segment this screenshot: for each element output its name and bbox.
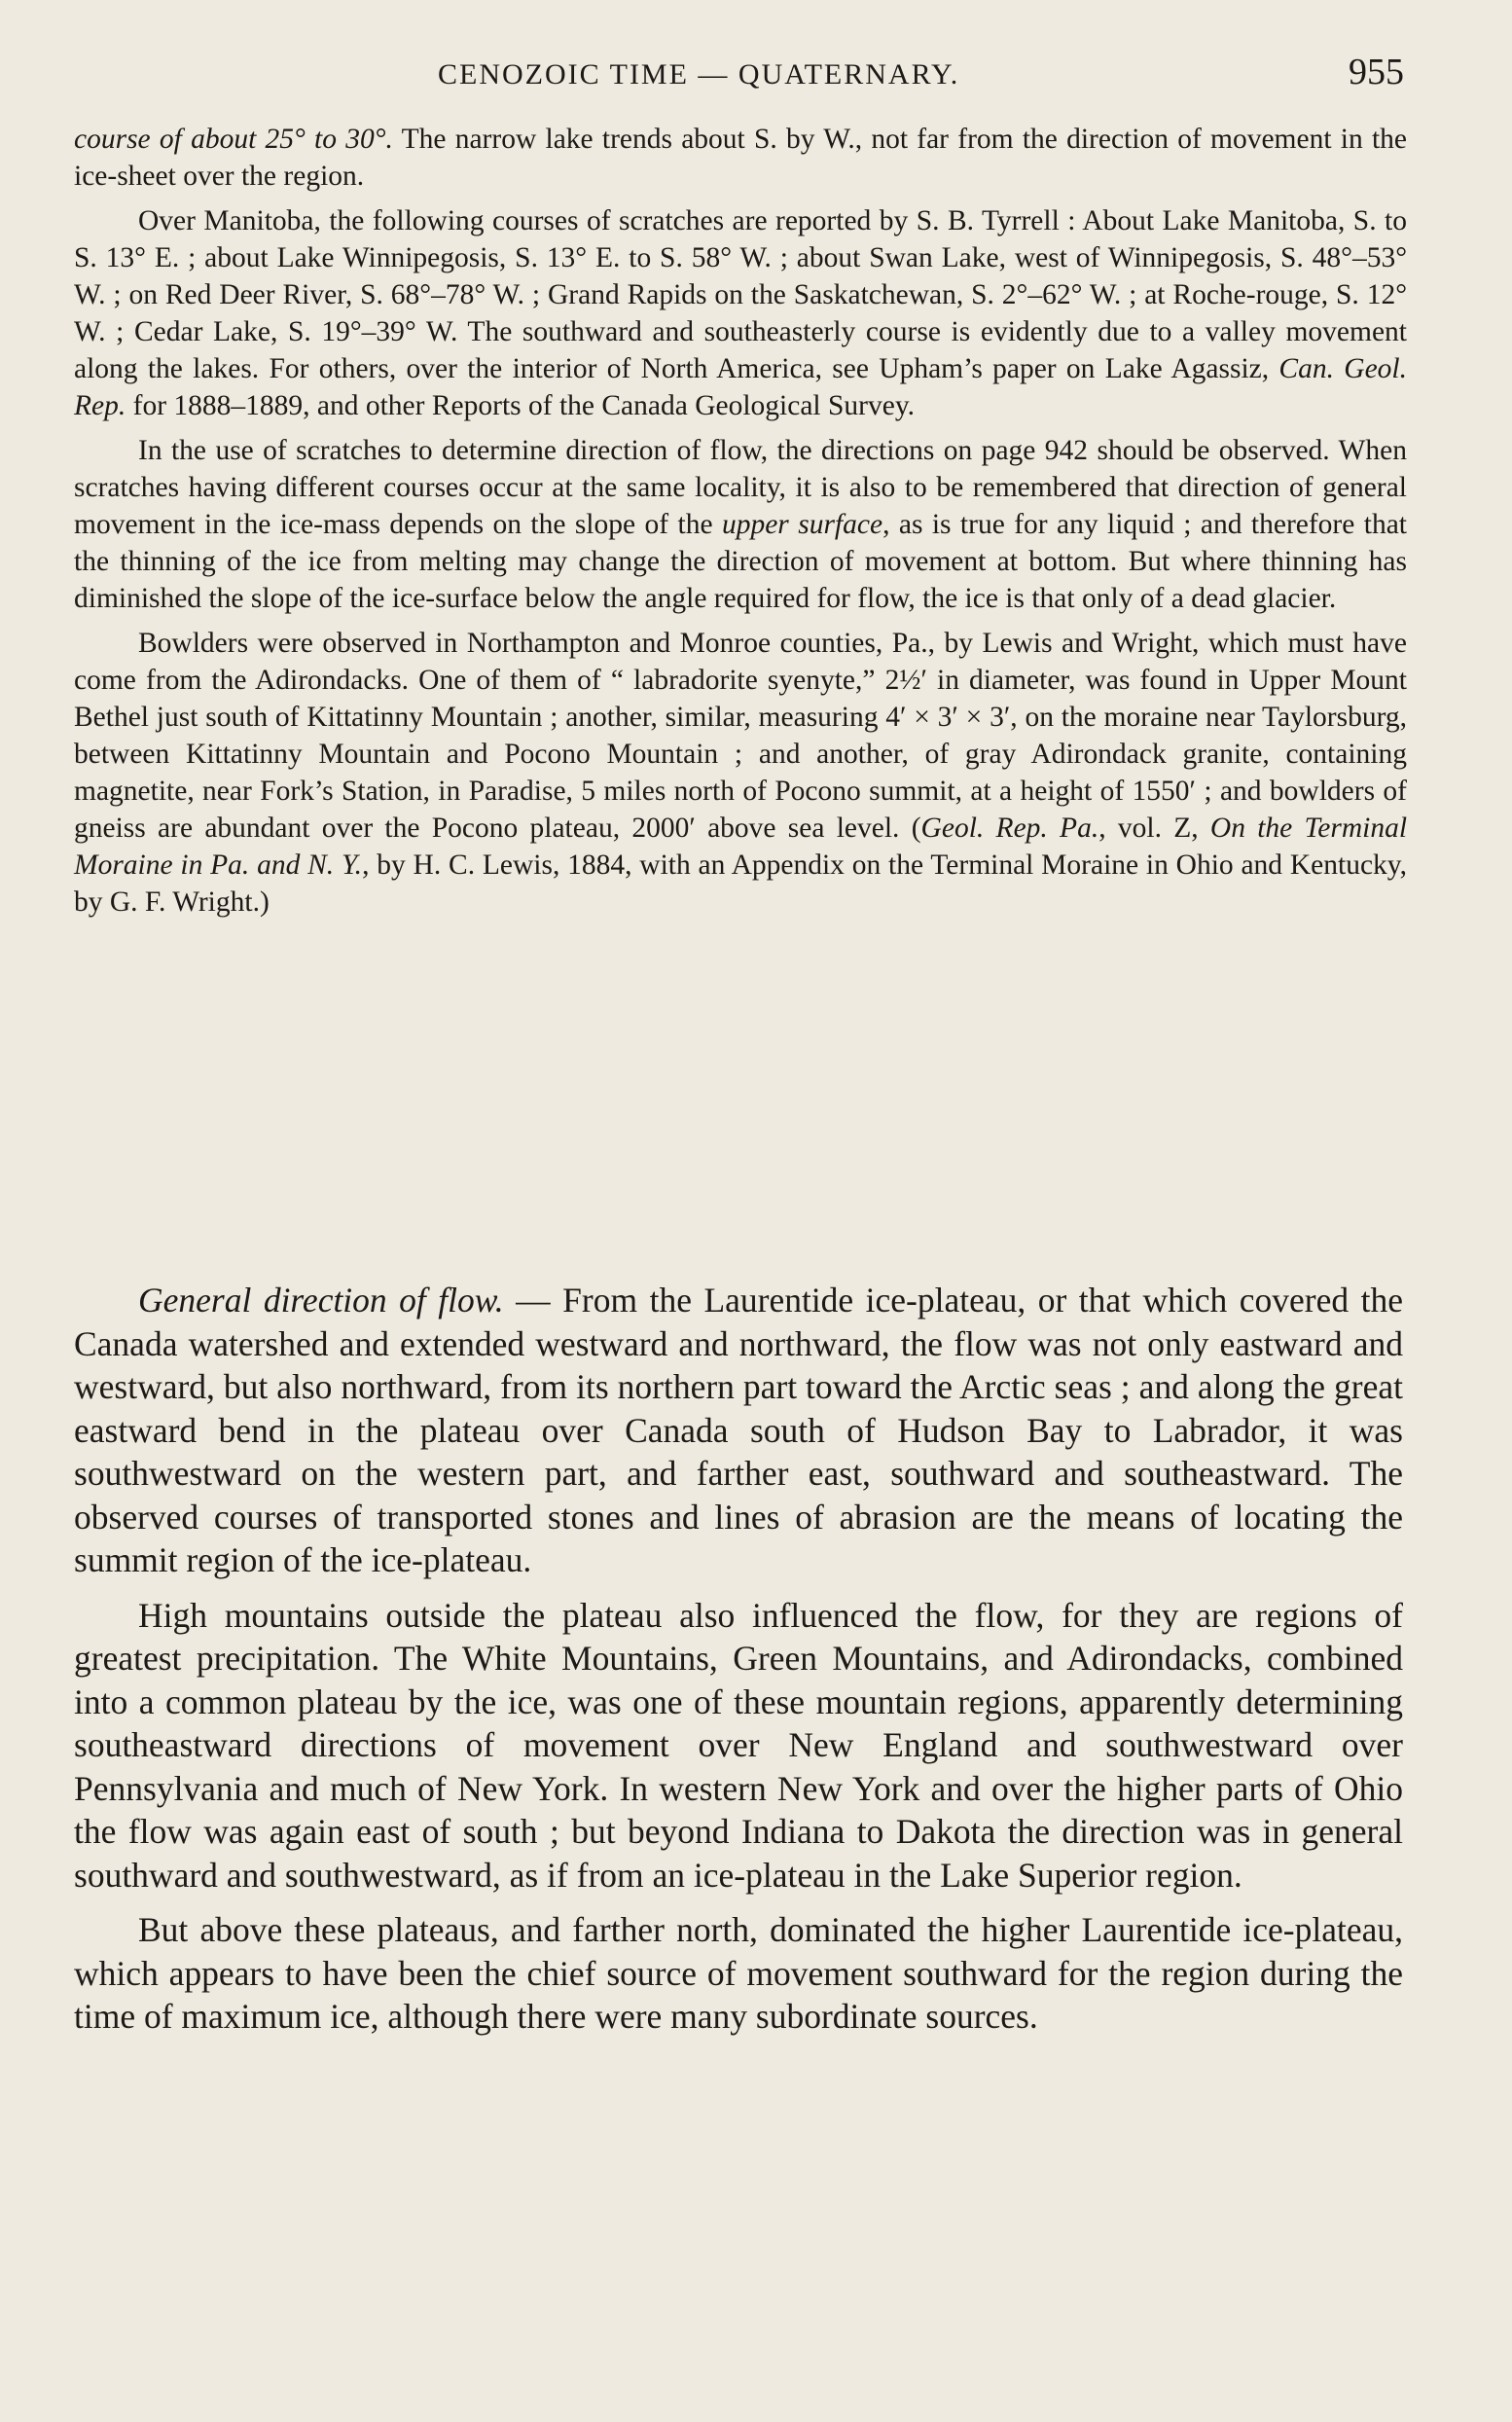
italic-text: On the Terminal Moraine in Pa. and N. Y. [74, 813, 1408, 881]
paragraph-text: Over Manitoba, the following courses of scratches are reported by S. B. Tyrrell : About Lake Manitoba, S. to S. 13° E. ; about Lake Winnipegosis, S. 13° E. to S. 58° W. ; about Swan Lake, west of Winnipegosis, S. 48°–53° W. ; on Red Deer River, S. 68°–78° W. ; Grand Rapids on the Saskatchewan, S. 2°–62° W. ; at Roche-rouge, S. 12° W. ; Cedar Lake, S. 19°–39° W. The southward and southeasterly course is evidently due to a valley movement along the lakes. For others, over the interior of North America, see Upham’s paper on Lake Agassiz, [74, 205, 1407, 384]
paragraph [74, 1594, 1403, 1898]
paragraph [74, 1279, 1403, 1582]
paragraph-text: The narrow lake trends about S. by W., not far from the direction of movement in the ice-sheet over the region. [74, 124, 1407, 192]
italic-text: course of about 25° to 30°. [74, 124, 393, 155]
paragraph [74, 625, 1407, 921]
paragraph-text: for 1888–1889, and other Reports of the Canada Geological Survey. [126, 390, 916, 421]
running-head [0, 51, 1512, 109]
paragraph-text: In the use of scratches to determine direction of flow, the directions on page 942 should be observed. When scratches having different courses occur at the same locality, it is also to be remembered that direction of general movement in the ice-mass depends on the slope of the [74, 435, 1407, 540]
main-text [74, 1279, 1403, 2050]
paragraph-text: , vol. Z, [1098, 813, 1210, 844]
paragraph-text: But above these plateaus, and farther north, dominated the higher Laurentide ice-plateau, which appears to have been the chief source of movement southward for the region during the time of maximum ice, although there were many subordinate sources. [74, 1910, 1403, 2036]
paragraph [74, 202, 1407, 424]
paragraph [74, 121, 1407, 195]
italic-text: Geol. Rep. Pa. [920, 813, 1099, 844]
paragraph [74, 432, 1407, 617]
paragraph-text: Bowlders were observed in Northampton and Monroe counties, Pa., by Lewis and Wright, which must have come from the Adirondacks. One of them of “ labradorite syenyte,” 2½′ in diameter, was found in Upper Mount Bethel just south of Kittatinny Mountain ; another, similar, measuring 4′ × 3′ × 3′, on the moraine near Taylorsburg, between Kittatinny Mountain and Pocono Mountain ; and another, of gray Adirondack granite, containing magnetite, near Fork’s Station, in Paradise, 5 miles north of Pocono summit, at a height of 1550′ ; and bowlders of gneiss are abundant over the Pocono plateau, 2000′ above sea level. ( [74, 628, 1407, 844]
paragraph [74, 1908, 1403, 2039]
small-print-notes [74, 121, 1407, 928]
paragraph-text: , by H. C. Lewis, 1884, with an Appendix on the Terminal Moraine in Ohio and Kentucky, by G. F. Wright.) [74, 850, 1407, 918]
paragraph-text: — From the Laurentide ice-plateau, or that which covered the Canada watershed and extended westward and northward, the flow was not only eastward and westward, but also northward, from its northern part toward the Arctic seas ; and along the great eastward bend in the plateau over Canada south of Hudson Bay to Labrador, it was southwestward on the western part, and farther east, southward and southeastward. The observed courses of transported stones and lines of abrasion are the means of locating the summit region of the ice-plateau. [74, 1281, 1403, 1579]
section-heading: General direction of flow. [138, 1281, 504, 1319]
italic-text: Can. Geol. Rep. [74, 353, 1407, 421]
running-title: CENOZOIC TIME — QUATERNARY. [438, 58, 960, 90]
paragraph-text: High mountains outside the plateau also influenced the flow, for they are regions of greatest precipitation. The White Mountains, Green Mountains, and Adirondacks, combined into a common plateau by the ice, was one of these mountain regions, apparently determining southeastward directions of movement over New England and southwestward over Pennsylvania and much of New York. In western New York and over the higher parts of Ohio the flow was again east of south ; but beyond Indiana to Dakota the direction was in general southward and southwestward, as if from an ice-plateau in the Lake Superior region. [74, 1595, 1403, 1895]
page-number: 955 [1349, 52, 1404, 92]
paragraph-text: , as is true for any liquid ; and therefore that the thinning of the ice from melting may change the direction of movement at bottom. But where thinning has diminished the slope of the ice-surface below the angle required for flow, the ice is that only of a dead glacier. [74, 509, 1408, 614]
italic-text: upper surface [721, 509, 883, 540]
